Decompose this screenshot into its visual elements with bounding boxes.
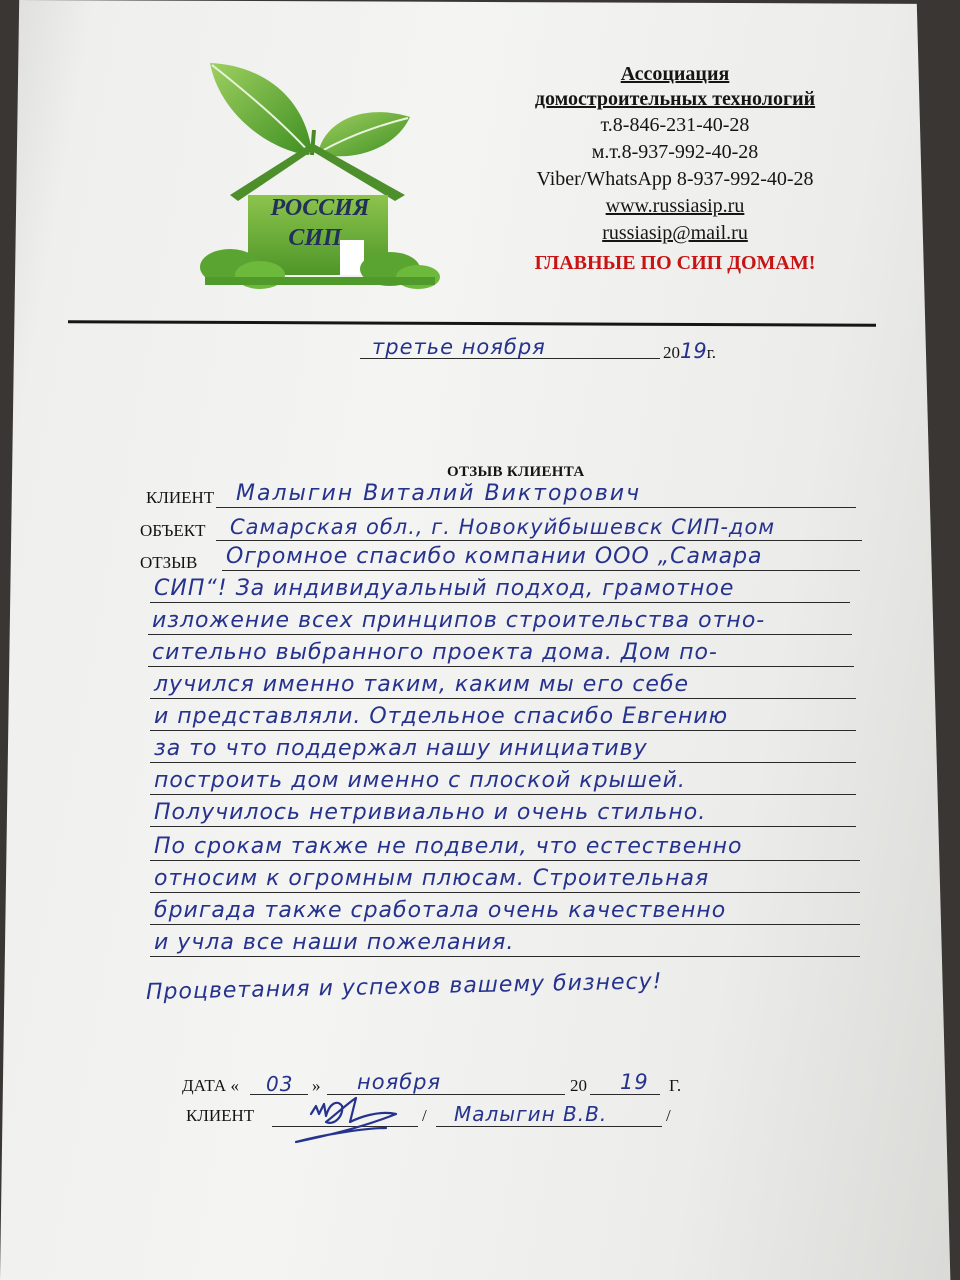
slogan: ГЛАВНЫЕ ПО СИП ДОМАМ! xyxy=(534,252,816,274)
month-handwritten: ноября xyxy=(357,1070,442,1094)
review-line-text: лучился именно таким, каким мы его себе xyxy=(154,672,690,697)
svg-text:РОССИЯ: РОССИЯ xyxy=(270,195,370,221)
date-label: ДАТА « xyxy=(182,1076,239,1095)
year-suffix: г. xyxy=(706,343,717,362)
review-label: ОТЗЫВ xyxy=(140,553,198,572)
website-link[interactable]: www.russiasip.ru xyxy=(605,195,745,217)
review-line-text: Получилось нетривиально и очень стильно. xyxy=(154,800,707,825)
review-line-text: изложение всех принципов строительства отно- xyxy=(152,608,766,633)
signature-client xyxy=(186,1102,676,1142)
year-handwritten: 19 xyxy=(680,339,707,363)
email-link[interactable]: russiasip@mail.ru xyxy=(602,222,748,244)
review-line xyxy=(148,640,854,667)
org-name-line2: домостроительных технологий xyxy=(534,88,816,110)
review-line xyxy=(150,768,856,795)
review-line xyxy=(150,898,860,925)
day-close: » xyxy=(312,1076,321,1095)
review-line-text: По срокам также не подвели, что естественно xyxy=(154,834,743,859)
separator-slash-1: / xyxy=(422,1106,427,1125)
review-line xyxy=(222,544,860,571)
review-line xyxy=(150,704,856,731)
client-signature xyxy=(286,1092,416,1152)
phone: т.8-846-231-40-28 xyxy=(600,114,750,136)
year-underline xyxy=(590,1094,660,1095)
review-line xyxy=(148,608,852,635)
review-line-text: за то что поддержал нашу инициативу xyxy=(154,736,648,761)
closing-wish: Процветания и успехов вашему бизнесу! xyxy=(145,969,663,1005)
review-line-text: и представляли. Отдельное спасибо Евгению xyxy=(154,704,729,729)
org-name-line1: Ассоциация xyxy=(620,63,730,85)
object-handwritten: Самарская обл., г. Новокуйбышевск СИП-дом xyxy=(230,515,776,539)
top-date-handwritten: третье ноября xyxy=(372,335,546,359)
review-line-text: сительно выбранного проекта дома. Дом по- xyxy=(152,640,718,665)
review-line xyxy=(150,736,856,763)
review-line-text: бригада также сработала очень качественно xyxy=(154,898,727,923)
day-handwritten: 03 xyxy=(266,1072,294,1096)
client-name-handwritten: Малыгин Виталий Викторович xyxy=(236,481,642,506)
review-line xyxy=(150,800,856,827)
client-name-signature: Малыгин В.В. xyxy=(454,1102,608,1126)
mobile-phone: м.т.8-937-992-40-28 xyxy=(591,141,759,163)
separator-slash-2: / xyxy=(666,1106,671,1125)
name-underline xyxy=(436,1126,662,1127)
object-label: ОБЪЕКТ xyxy=(140,521,206,540)
review-line xyxy=(150,576,850,603)
form-title: ОТЗЫВ КЛИЕНТА xyxy=(447,464,585,480)
review-line xyxy=(150,930,860,957)
review-line xyxy=(150,866,860,893)
review-line-text: относим к огромным плюсам. Строительная xyxy=(154,866,710,891)
signature-client-label: КЛИЕНТ xyxy=(186,1106,255,1125)
review-line-text: построить дом именно с плоской крышей. xyxy=(154,768,686,793)
year-prefix: 20 xyxy=(570,1076,587,1095)
review-line xyxy=(150,834,860,861)
year-handwritten: 19 xyxy=(620,1070,649,1094)
client-label: КЛИЕНТ xyxy=(146,488,215,507)
messengers: Viber/WhatsApp 8-937-992-40-28 xyxy=(536,168,814,190)
year-suffix: Г. xyxy=(669,1076,682,1095)
review-line-text: СИП“! За индивидуальный подход, грамотное xyxy=(154,576,735,601)
review-line-text: и учла все наши пожелания. xyxy=(154,930,515,955)
svg-text:СИП: СИП xyxy=(288,225,342,251)
review-line xyxy=(150,672,856,699)
year-prefix: 20 xyxy=(663,343,680,362)
review-line-text: Огромное спасибо компании ООО „Самара xyxy=(226,544,763,569)
signature-date xyxy=(182,1072,702,1102)
